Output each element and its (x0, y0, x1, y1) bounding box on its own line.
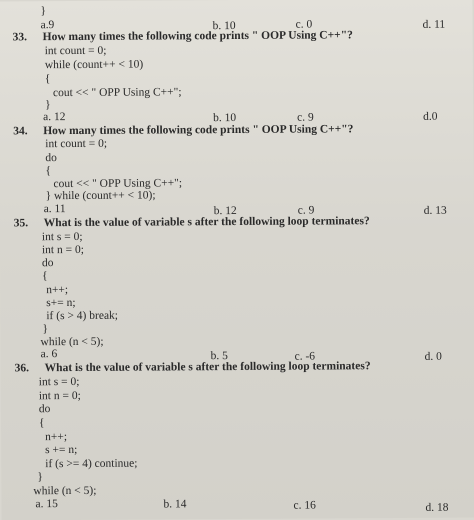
question-text: What is the value of variable s after the following loop terminates? (43, 215, 370, 230)
code-line: { (42, 270, 48, 283)
code-line: if (s >= 4) continue; (45, 457, 138, 471)
code-line: int s = 0; (41, 230, 83, 244)
code-line: do (41, 257, 54, 270)
question-text: What is the value of variable s after the following loop terminates? (44, 360, 371, 375)
question-35 (14, 215, 370, 230)
option-b: b. 10 (213, 112, 237, 125)
code-line: s += n; (45, 443, 78, 457)
question-36 (15, 360, 371, 375)
option-a: a. 15 (35, 498, 58, 511)
option-d: d. 18 (425, 501, 449, 514)
code-line: } (37, 471, 43, 484)
code-line: if (s > 4) break; (46, 309, 119, 323)
question-number: 34. (13, 125, 28, 138)
code-line: int n = 0; (38, 389, 81, 403)
option-a: a. 12 (43, 111, 66, 124)
option-d: d.0 (423, 110, 438, 123)
option-b: b. 10 (212, 20, 236, 33)
option-c: c. -6 (294, 350, 316, 363)
code-line: while (n < 5); (33, 484, 97, 498)
option-d: d. 13 (423, 204, 447, 217)
option-d: d. 11 (422, 18, 446, 31)
code-line: { (45, 165, 52, 178)
code-line: { (44, 73, 51, 86)
code-line: do (45, 152, 57, 165)
question-number: 35. (13, 217, 29, 230)
option-a: a. 11 (43, 203, 66, 216)
code-line: int count = 0; (45, 137, 108, 151)
code-line: { (38, 417, 45, 430)
option-a: a.9 (40, 19, 55, 32)
code-line: int count = 0; (44, 44, 107, 58)
code-line: s+= n; (46, 296, 76, 310)
code-line: int s = 0; (38, 375, 80, 389)
closing-brace: } (40, 5, 47, 18)
option-b: b. 14 (163, 498, 187, 511)
question-number: 36. (14, 362, 30, 375)
question-text: How many times the following code prints " OOP Using C++"? (42, 29, 353, 44)
option-c: c. 16 (293, 499, 316, 512)
code-line: while (n < 5); (40, 335, 104, 349)
option-c: c. 9 (297, 111, 314, 124)
code-line: while (count++ < 10) (44, 58, 144, 72)
code-line: } (42, 323, 48, 336)
option-b: b. 5 (210, 350, 228, 363)
code-line: cout << " OPP Using C++"; (52, 86, 182, 100)
code-line: } (45, 99, 51, 112)
question-number: 33. (12, 31, 28, 44)
question-34 (13, 123, 353, 138)
code-line: } while (count++ < 10); (45, 189, 156, 203)
code-line: n++; (46, 284, 69, 297)
option-c: c. 0 (295, 18, 313, 31)
code-line: int n = 0; (41, 243, 84, 257)
code-line: do (38, 403, 51, 416)
option-a: a. 6 (40, 348, 58, 361)
question-text: How many times the following code prints " OOP Using C++"? (43, 123, 354, 138)
option-c: c. 9 (297, 204, 315, 217)
question-33 (13, 29, 353, 44)
option-b: b. 12 (213, 205, 237, 218)
option-d: d. 0 (424, 350, 442, 363)
code-line: cout << " OPP Using C++"; (53, 177, 183, 191)
code-line: n++; (45, 431, 68, 444)
